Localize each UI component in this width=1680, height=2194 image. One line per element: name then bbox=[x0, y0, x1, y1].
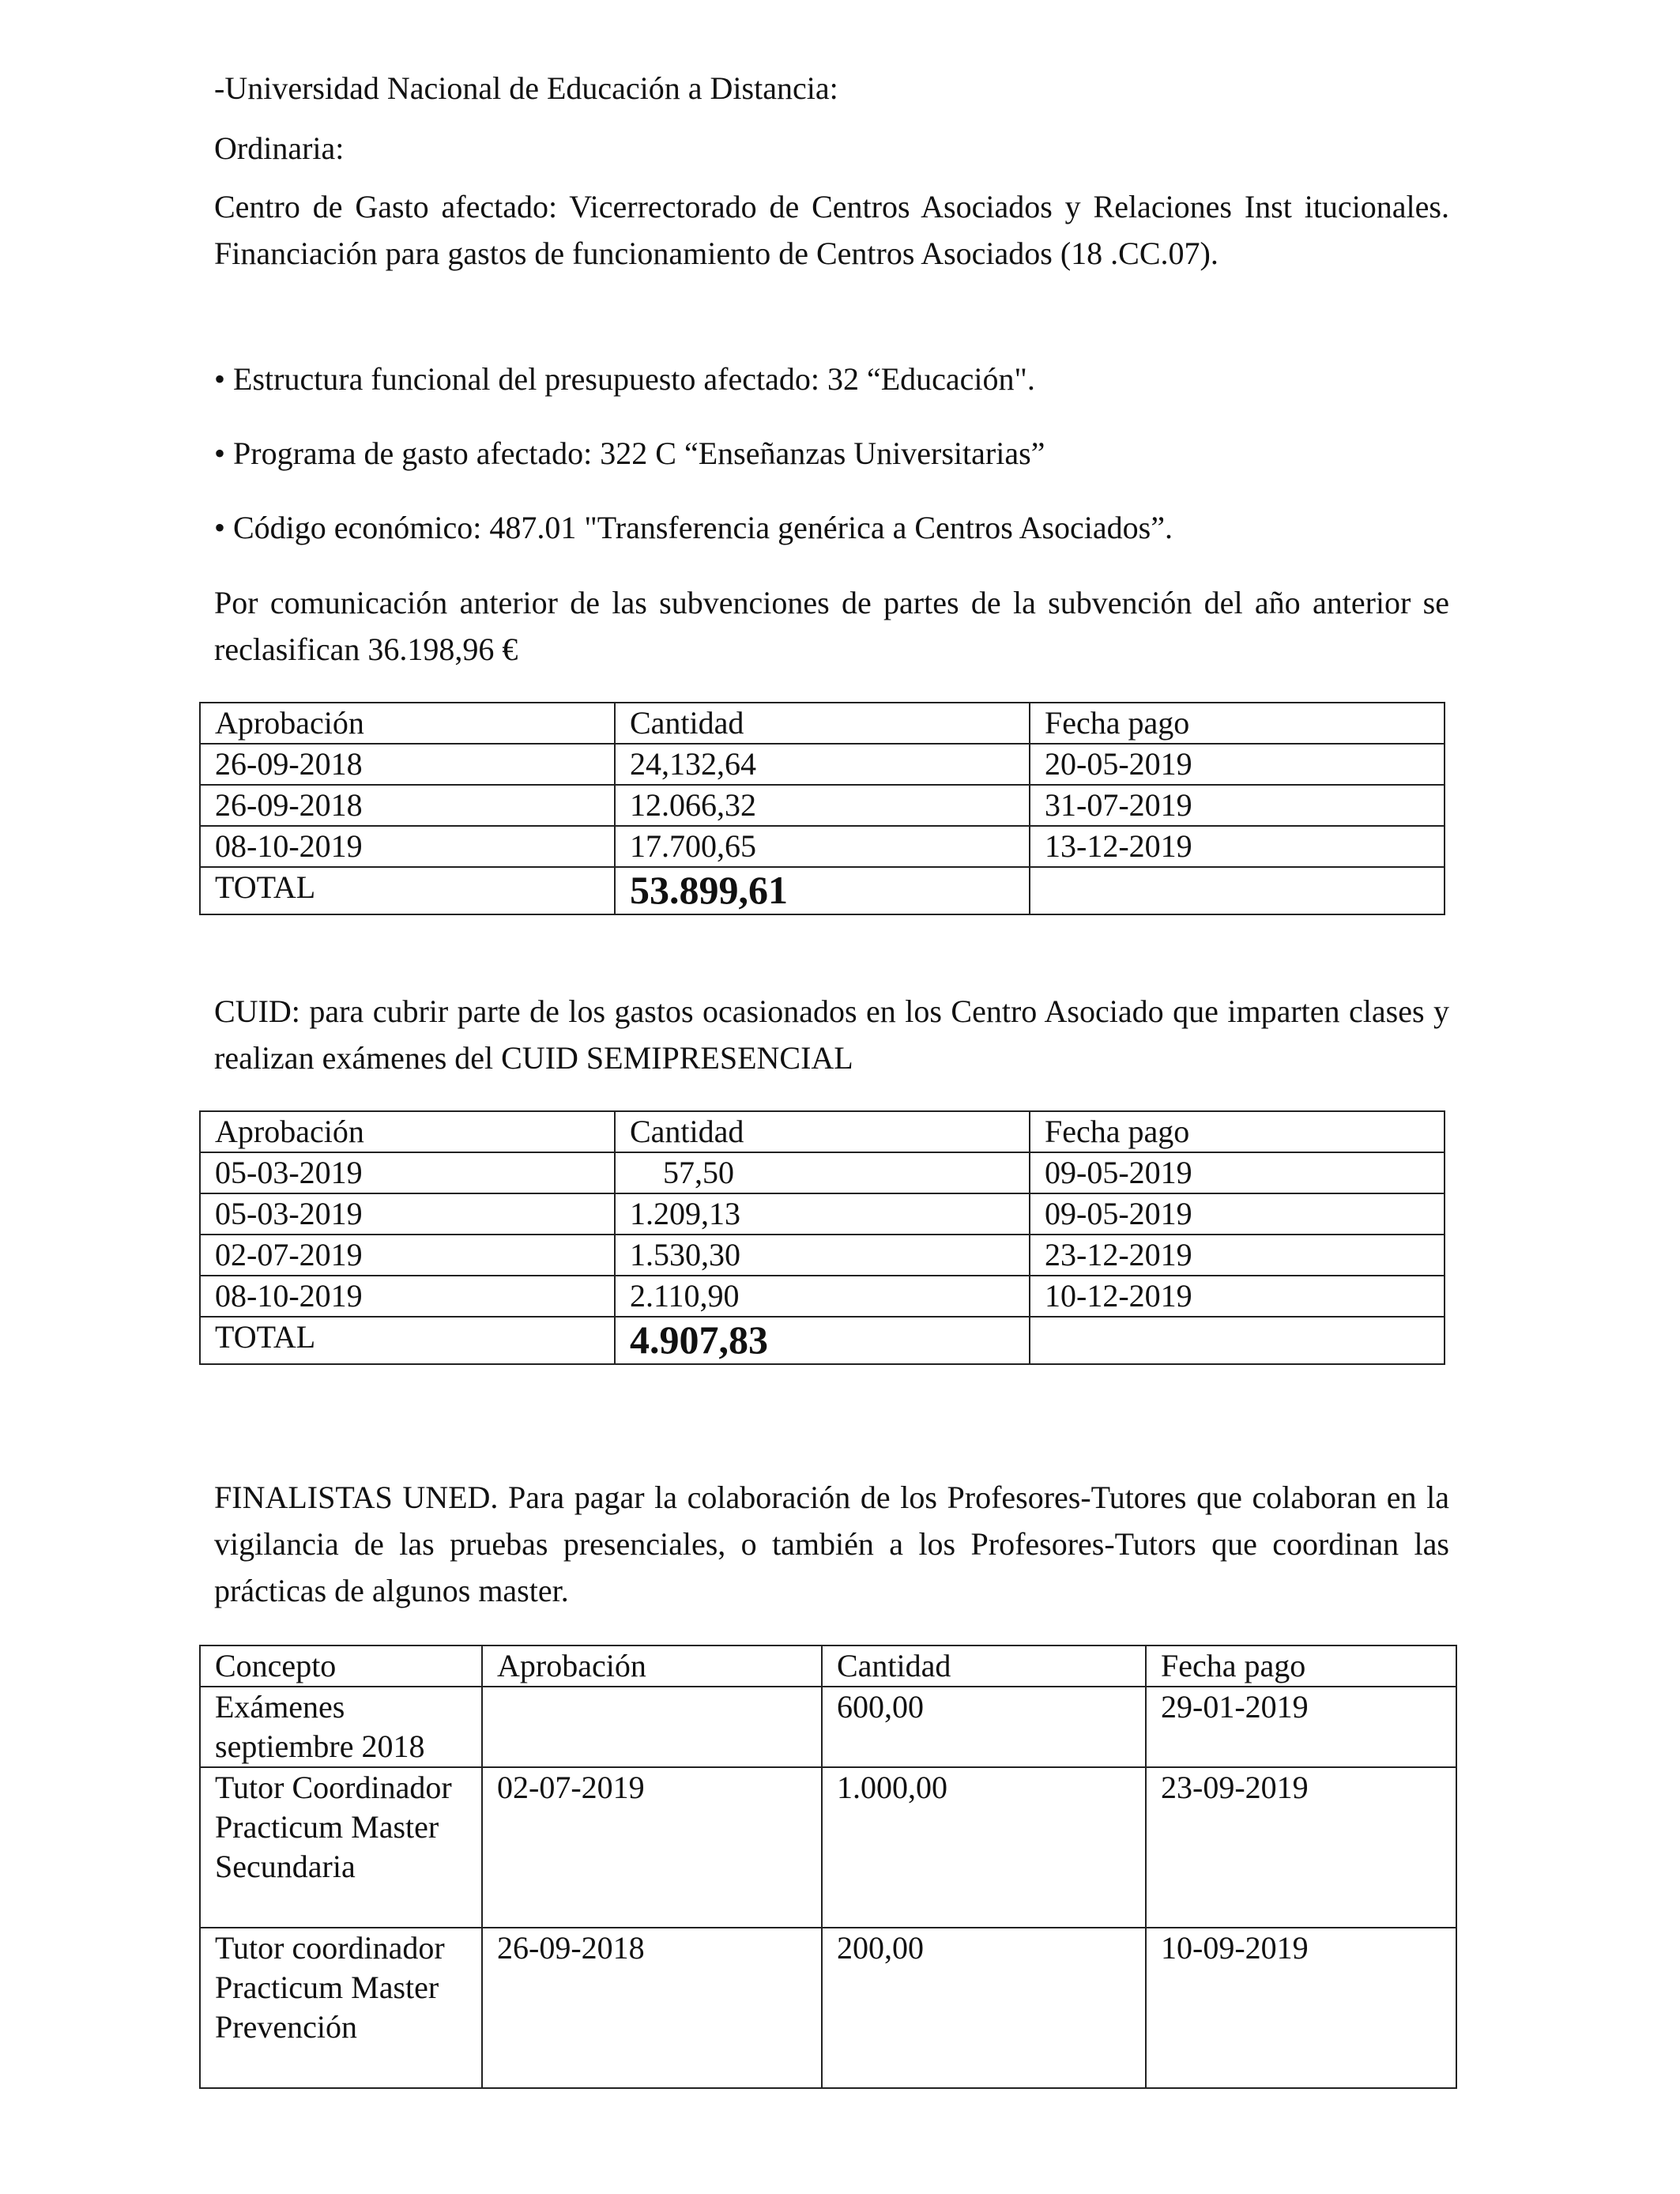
header-cell: Cantidad bbox=[615, 1111, 1030, 1152]
table-cell: 26-09-2018 bbox=[200, 744, 615, 785]
table-cell: 05-03-2019 bbox=[200, 1193, 615, 1235]
header-cell: Aprobación bbox=[200, 703, 615, 744]
table-cell: Tutor coordinador Practicum Master Prevención bbox=[200, 1928, 482, 2088]
table-cell: 13-12-2019 bbox=[1030, 826, 1445, 867]
table-cell: 57,50 bbox=[615, 1152, 1030, 1193]
total-label: TOTAL bbox=[200, 1317, 615, 1364]
total-value: 53.899,61 bbox=[615, 867, 1030, 914]
table-cell: 1.209,13 bbox=[615, 1193, 1030, 1235]
table-cell: 09-05-2019 bbox=[1030, 1152, 1445, 1193]
section1-paragraph: Por comunicación anterior de las subvenciones de partes de la subvención del año anterior se reclasifican 36.198,96 € bbox=[214, 585, 1449, 667]
table-cell: 26-09-2018 bbox=[482, 1928, 822, 2088]
table-cell: Exámenes septiembre 2018 bbox=[200, 1687, 482, 1767]
table-header-row bbox=[200, 703, 1445, 744]
header-cell: Cantidad bbox=[822, 1646, 1146, 1687]
table-header-row bbox=[200, 1111, 1445, 1152]
table-cell: 08-10-2019 bbox=[200, 1276, 615, 1317]
table-cell: 10-12-2019 bbox=[1030, 1276, 1445, 1317]
table-cell bbox=[1030, 867, 1445, 914]
table-cell: 200,00 bbox=[822, 1928, 1146, 2088]
finalistas-table bbox=[199, 1645, 1457, 2089]
bullet-estructura: • Estructura funcional del presupuesto afectado: 32 “Educación". bbox=[214, 361, 1035, 397]
table-cell: 29-01-2019 bbox=[1146, 1687, 1456, 1767]
section2-paragraph: CUID: para cubrir parte de los gastos ocasionados en los Centro Asociado que imparten clases y realizan exámenes del CUID SEMIPRESENCIAL bbox=[214, 993, 1449, 1076]
cuid-table bbox=[199, 1110, 1445, 1365]
table-cell: Tutor Coordinador Practicum Master Secundaria bbox=[200, 1767, 482, 1928]
header-cell: Concepto bbox=[200, 1646, 482, 1687]
table-cell: 26-09-2018 bbox=[200, 785, 615, 826]
table-row bbox=[200, 1193, 1445, 1235]
table-cell: 10-09-2019 bbox=[1146, 1928, 1456, 2088]
table-header-row bbox=[200, 1646, 1456, 1687]
table-cell: 02-07-2019 bbox=[482, 1767, 822, 1928]
table-total-row bbox=[200, 1317, 1445, 1364]
document-title: -Universidad Nacional de Educación a Distancia: bbox=[214, 70, 838, 106]
table-cell: 1.000,00 bbox=[822, 1767, 1146, 1928]
bullet-programa: • Programa de gasto afectado: 322 C “Enseñanzas Universitarias” bbox=[214, 435, 1045, 471]
header-cell: Fecha pago bbox=[1030, 703, 1445, 744]
table-cell: 09-05-2019 bbox=[1030, 1193, 1445, 1235]
table-row bbox=[200, 1152, 1445, 1193]
total-label: TOTAL bbox=[200, 867, 615, 914]
total-value: 4.907,83 bbox=[615, 1317, 1030, 1364]
document-subtitle: Ordinaria: bbox=[214, 130, 345, 166]
table-cell: 12.066,32 bbox=[615, 785, 1030, 826]
table-row bbox=[200, 1276, 1445, 1317]
header-cell: Cantidad bbox=[615, 703, 1030, 744]
table-cell: 20-05-2019 bbox=[1030, 744, 1445, 785]
header-cell: Fecha pago bbox=[1030, 1111, 1445, 1152]
table-cell: 24,132,64 bbox=[615, 744, 1030, 785]
table-cell: 05-03-2019 bbox=[200, 1152, 615, 1193]
table-cell: 2.110,90 bbox=[615, 1276, 1030, 1317]
table-cell bbox=[482, 1687, 822, 1767]
header-cell: Fecha pago bbox=[1146, 1646, 1456, 1687]
table-cell: 23-12-2019 bbox=[1030, 1235, 1445, 1276]
table-row bbox=[200, 744, 1445, 785]
table-cell: 17.700,65 bbox=[615, 826, 1030, 867]
table-cell: 1.530,30 bbox=[615, 1235, 1030, 1276]
table-row bbox=[200, 826, 1445, 867]
table-cell: 23-09-2019 bbox=[1146, 1767, 1456, 1928]
table-row bbox=[200, 785, 1445, 826]
table-cell: 02-07-2019 bbox=[200, 1235, 615, 1276]
ordinaria-table bbox=[199, 702, 1445, 915]
header-cell: Aprobación bbox=[482, 1646, 822, 1687]
table-row bbox=[200, 1928, 1456, 2088]
table-row bbox=[200, 1235, 1445, 1276]
table-cell: 08-10-2019 bbox=[200, 826, 615, 867]
table-row bbox=[200, 1687, 1456, 1767]
table-cell: 600,00 bbox=[822, 1687, 1146, 1767]
table-total-row bbox=[200, 867, 1445, 914]
bullet-codigo: • Código económico: 487.01 "Transferencia genérica a Centros Asociados”. bbox=[214, 510, 1173, 545]
intro-paragraph: Centro de Gasto afectado: Vicerrectorado de Centros Asociados y Relaciones Inst itucionales. Financiación para gastos de funcionamiento de Centros Asociados (18 .CC.07). bbox=[214, 189, 1449, 271]
table-row bbox=[200, 1767, 1456, 1928]
table-cell bbox=[1030, 1317, 1445, 1364]
header-cell: Aprobación bbox=[200, 1111, 615, 1152]
table-cell: 31-07-2019 bbox=[1030, 785, 1445, 826]
section3-paragraph: FINALISTAS UNED. Para pagar la colaboración de los Profesores-Tutores que colaboran en la vigilancia de las pruebas presenciales, o también a los Profesores-Tutors que coordinan las prácticas de algunos master. bbox=[214, 1480, 1449, 1608]
